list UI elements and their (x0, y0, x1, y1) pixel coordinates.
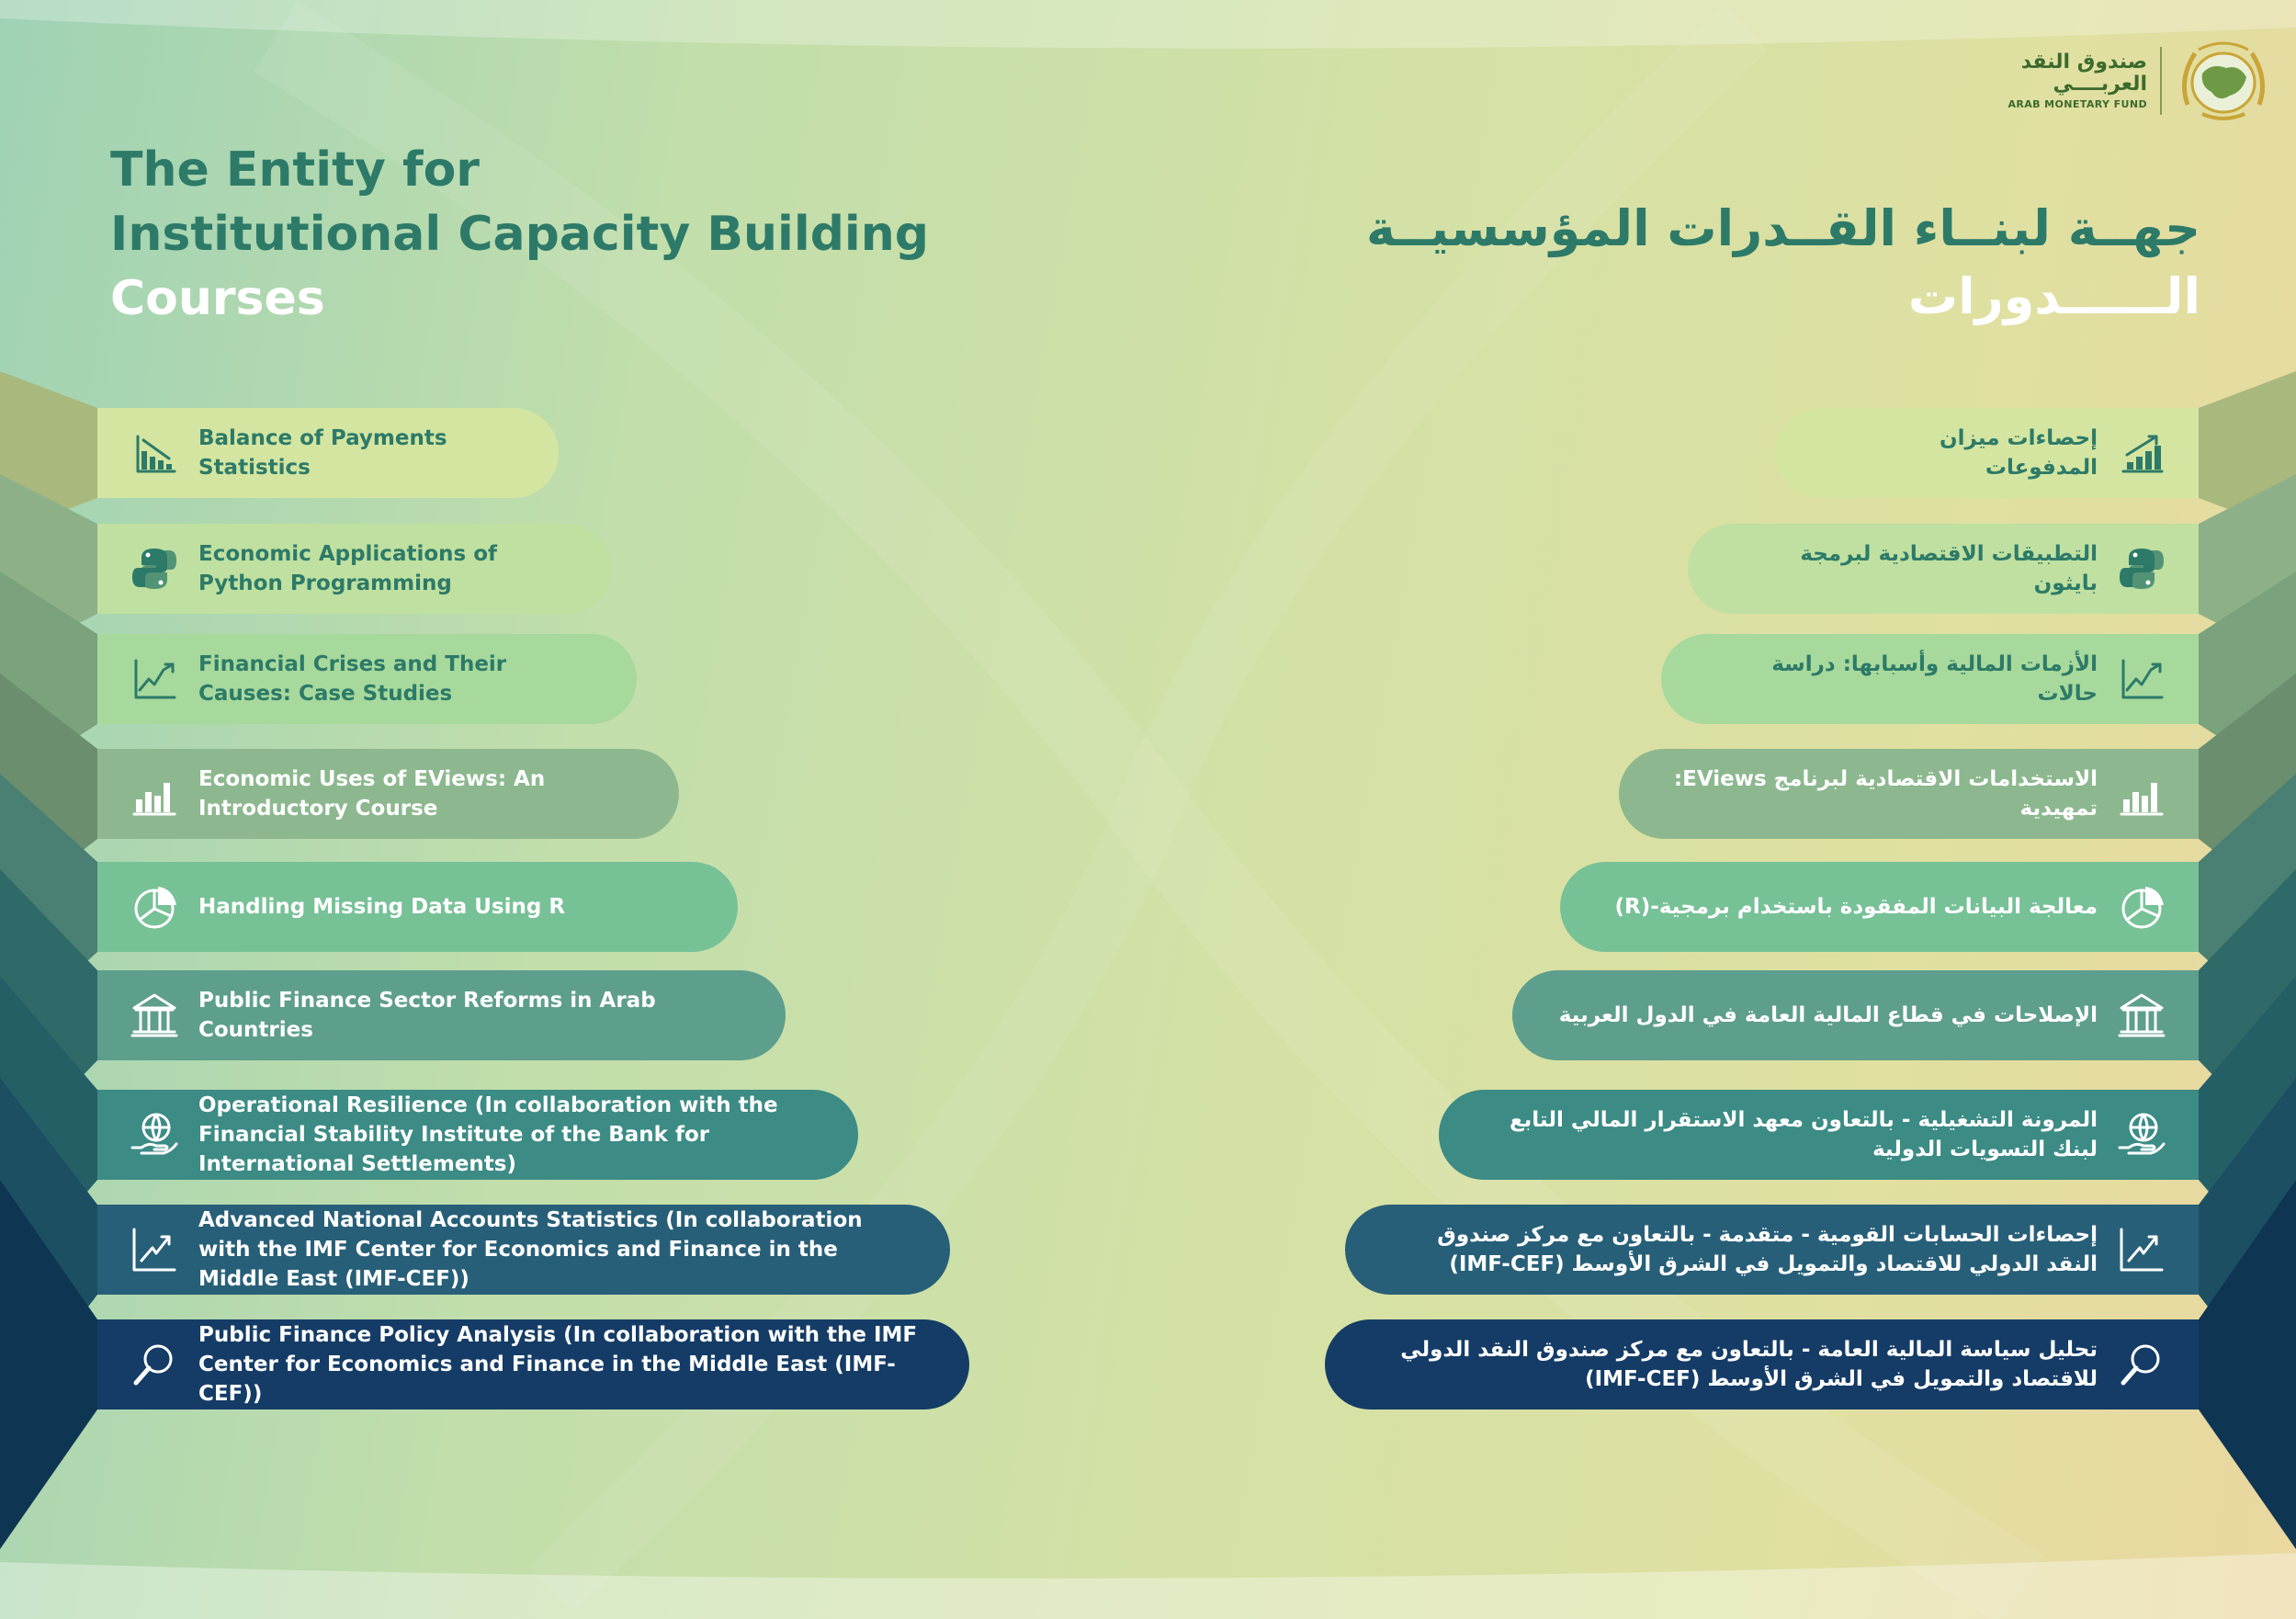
en-course-2 (97, 524, 612, 614)
en-course-5 (97, 862, 738, 952)
pie-chart-icon (129, 881, 180, 933)
en-course-7 (97, 1090, 858, 1180)
ar-course-8 (1345, 1205, 2199, 1295)
ar-course-9 (1325, 1319, 2199, 1410)
globe-in-hand-icon (2116, 1109, 2167, 1160)
ar-course-7 (1439, 1090, 2199, 1180)
course-label: الاستخدامات الاقتصادية لبرنامج EViews: تمهيدية (1673, 767, 2098, 821)
course-label: المرونة التشغيلية - بالتعاون معهد الاستقرار المالي التابع لبنك التسويات الدولية (1509, 1108, 2098, 1161)
ar-course-6 (1512, 970, 2199, 1060)
ar-course-3 (1661, 634, 2199, 724)
course-label: إحصاءات ميزان المدفوعات (1940, 426, 2098, 480)
course-label: Public Finance Policy Analysis (In collaboration with the IMF Center for Economics and Finance in the Middle East (IMF-CEF)) (198, 1323, 918, 1406)
course-label: Advanced National Accounts Statistics (In collaboration with the IMF Center for Economics and Finance in the Middle East (IMF-CEF)) (198, 1208, 863, 1291)
title-en-line-2: Institutional Capacity Building (110, 207, 929, 262)
logo (2008, 37, 2272, 125)
course-label: الإصلاحات في قطاع المالية العامة في الدول العربية (1558, 1003, 2098, 1027)
course-label: Public Finance Sector Reforms in Arab Countries (198, 989, 656, 1042)
course-label: الأزمات المالية وأسبابها: دراسة حالات (1771, 652, 2098, 706)
chart-line-crash-icon (2116, 653, 2167, 705)
bar-chart-decline-icon (129, 427, 180, 479)
en-course-1 (97, 408, 559, 498)
en-course-9 (97, 1319, 969, 1410)
ar-course-1 (1775, 408, 2199, 498)
title-ar-line-2: الــــــدورات (1907, 267, 2200, 325)
government-building-icon (129, 990, 180, 1041)
logo-arabic-line-2: العربــــي (2053, 73, 2147, 96)
course-label: Operational Resilience (In collaboration with the Financial Stability Institute of the Bank for International Settlements) (198, 1093, 778, 1176)
en-course-3 (97, 634, 637, 724)
ar-course-2 (1688, 524, 2199, 614)
trend-arrow-icon (129, 1224, 180, 1275)
course-label: Economic Applications of Python Programming (198, 542, 498, 595)
course-label: Handling Missing Data Using R (198, 895, 566, 919)
trend-arrow-icon (2116, 1224, 2167, 1275)
ar-course-4 (1619, 749, 2199, 839)
logo-arabic-line-1: صندوق النقد (2020, 51, 2147, 74)
page-title-english (110, 138, 929, 331)
chart-line-crash-icon (129, 653, 180, 705)
pie-chart-icon (2116, 881, 2167, 933)
course-label: Economic Uses of EViews: An Introductory Course (198, 767, 546, 821)
magnifier-icon (129, 1339, 180, 1390)
title-en-line-1: The Entity for (110, 142, 480, 198)
course-label: Financial Crises and Their Causes: Case Studies (198, 652, 507, 706)
arab-monetary-fund-emblem-icon (2175, 37, 2272, 125)
globe-in-hand-icon (129, 1109, 180, 1160)
en-course-6 (97, 970, 786, 1060)
python-logo-icon (129, 543, 180, 594)
en-course-4 (97, 749, 679, 839)
course-label: تحليل سياسة المالية العامة - بالتعاون مع مركز صندوق النقد الدولي للاقتصاد والتمويل في الشرق الأوسط (IMF-CEF) (1400, 1338, 2098, 1391)
government-building-icon (2116, 990, 2167, 1041)
page-title-arabic (1366, 195, 2200, 331)
magnifier-icon (2116, 1339, 2167, 1390)
bar-chart-growth-icon (2116, 427, 2167, 479)
course-label: معالجة البيانات المفقودة باستخدام برمجية-(R) (1614, 895, 2098, 919)
logo-divider (2160, 47, 2162, 115)
ar-course-5 (1560, 862, 2199, 952)
title-ar-line-1: جهــة لبنــاء القــدرات المؤسسيــة (1365, 199, 2200, 257)
logo-english: ARAB MONETARY FUND (2008, 98, 2147, 110)
bar-chart-icon (129, 768, 180, 820)
course-label: Balance of Payments Statistics (198, 426, 447, 480)
bar-chart-icon (2116, 768, 2167, 820)
course-label: إحصاءات الحسابات القومية - متقدمة - بالتعاون مع مركز صندوق النقد الدولي للاقتصاد والتمويل في الشرق الأوسط (IMF-CEF) (1437, 1223, 2098, 1276)
en-course-8 (97, 1205, 950, 1295)
course-label: التطبيقات الاقتصادية لبرمجة بايثون (1800, 542, 2098, 595)
python-logo-icon (2116, 543, 2167, 594)
title-en-line-3: Courses (110, 271, 325, 326)
